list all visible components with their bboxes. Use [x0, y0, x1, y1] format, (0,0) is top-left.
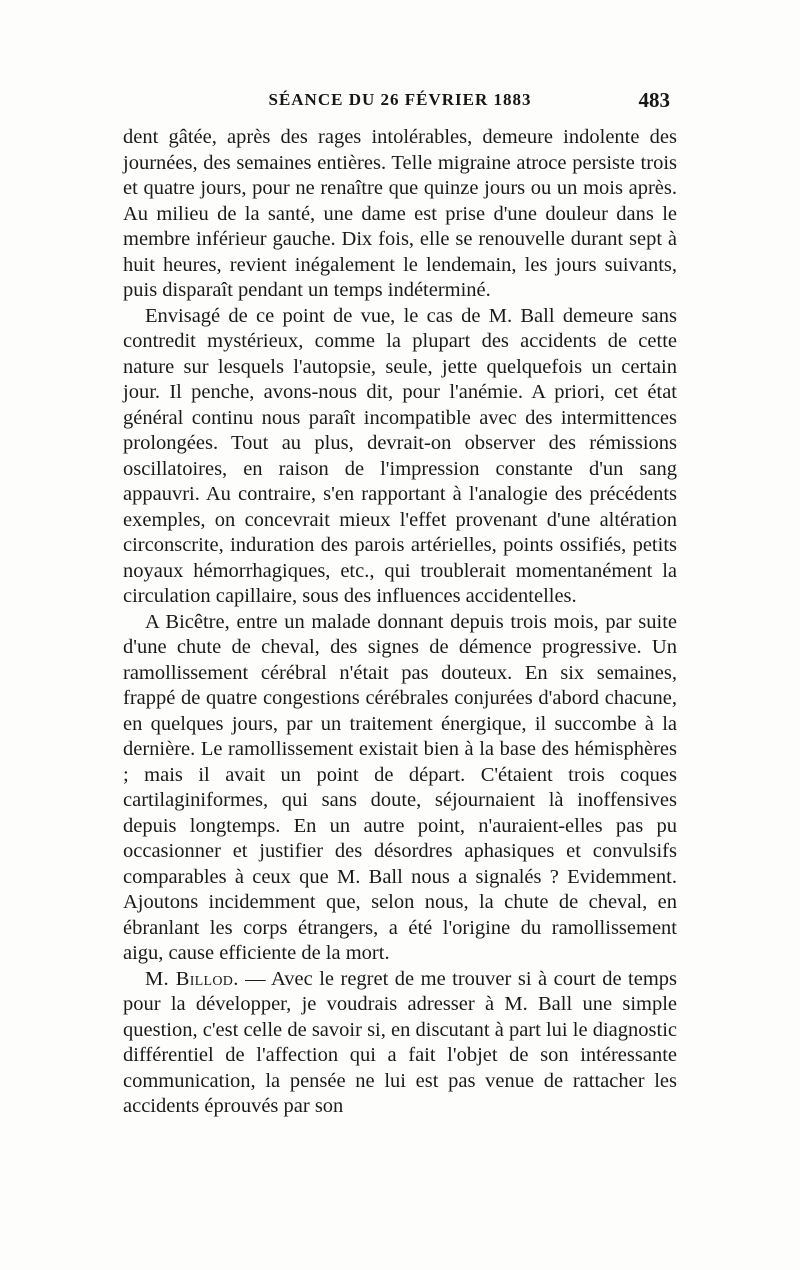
paragraph-4: [123, 967, 677, 1120]
body-text: [123, 125, 677, 1120]
running-head: [130, 90, 670, 118]
running-head-title: SÉANCE DU 26 FÉVRIER 1883: [268, 90, 532, 109]
paragraph-4-text: — Avec le regret de me trouver si à court de temps pour la développer, je voudrais adresser à M. Ball une simple question, c'est celle de savoir si, en discutant à part lui le diagnostic différentiel de l'affection qui a fait l'objet de son intéressante communication, la pensée ne lui est pas venue de rattacher les accidents éprouvés par son: [123, 967, 678, 1117]
paragraph-3: A Bicêtre, entre un malade donnant depuis trois mois, par suite d'une chute de cheval, des signes de démence progressive. Un ramollissement cérébral n'était pas douteux. En six semaines, frappé de quatre congestions cérébrales conjurées d'abord chacune, en quelques jours, par un traitement énergique, il succombe à la dernière. Le ramollissement existait bien à la base des hémisphères ; mais il avait un point de départ. C'étaient trois coques cartilaginiformes, qui sans doute, séjournaient là inoffensives depuis longtemps. En un autre point, n'auraient-elles pas pu occasionner et justifier des désordres aphasiques et convulsifs comparables à ceux que M. Ball nous a signalés ? Evidemment. Ajoutons incidemment que, selon nous, la chute de cheval, en ébranlant les corps étrangers, a été l'origine du ramollissement aigu, cause efficiente de la mort.: [123, 610, 677, 964]
paragraph-1: dent gâtée, après des rages intolérables, demeure indolente des journées, des semaines entières. Telle migraine atroce persiste trois et quatre jours, pour ne renaître que quinze jours ou un mois après. Au milieu de la santé, une dame est prise d'une douleur dans le membre inférieur gauche. Dix fois, elle se renouvelle durant sept à huit heures, revient inégalement le lendemain, les jours suivants, puis disparaît pendant un temps indéterminé.: [123, 126, 677, 301]
speaker-name: M. Billod.: [145, 967, 239, 990]
page-number: 483: [638, 88, 670, 112]
paragraph-2: Envisagé de ce point de vue, le cas de M. Ball demeure sans contredit mystérieux, comme la plupart des accidents de cette nature sur lesquels l'autopsie, seule, jette quelquefois un certain jour. Il penche, avons-nous dit, pour l'anémie. A priori, cet état général continu nous paraît incompatible avec des intermittences prolongées. Tout au plus, devrait-on observer des rémissions oscillatoires, en raison de l'impression constante d'un sang appauvri. Au contraire, s'en rapportant à l'analogie des précédents exemples, on concevrait mieux l'effet provenant d'une altération circonscrite, induration des parois artérielles, points ossifiés, petits noyaux hémorrhagiques, etc., qui troublerait momentanément la circulation capillaire, sous des influences accidentelles.: [123, 304, 677, 607]
